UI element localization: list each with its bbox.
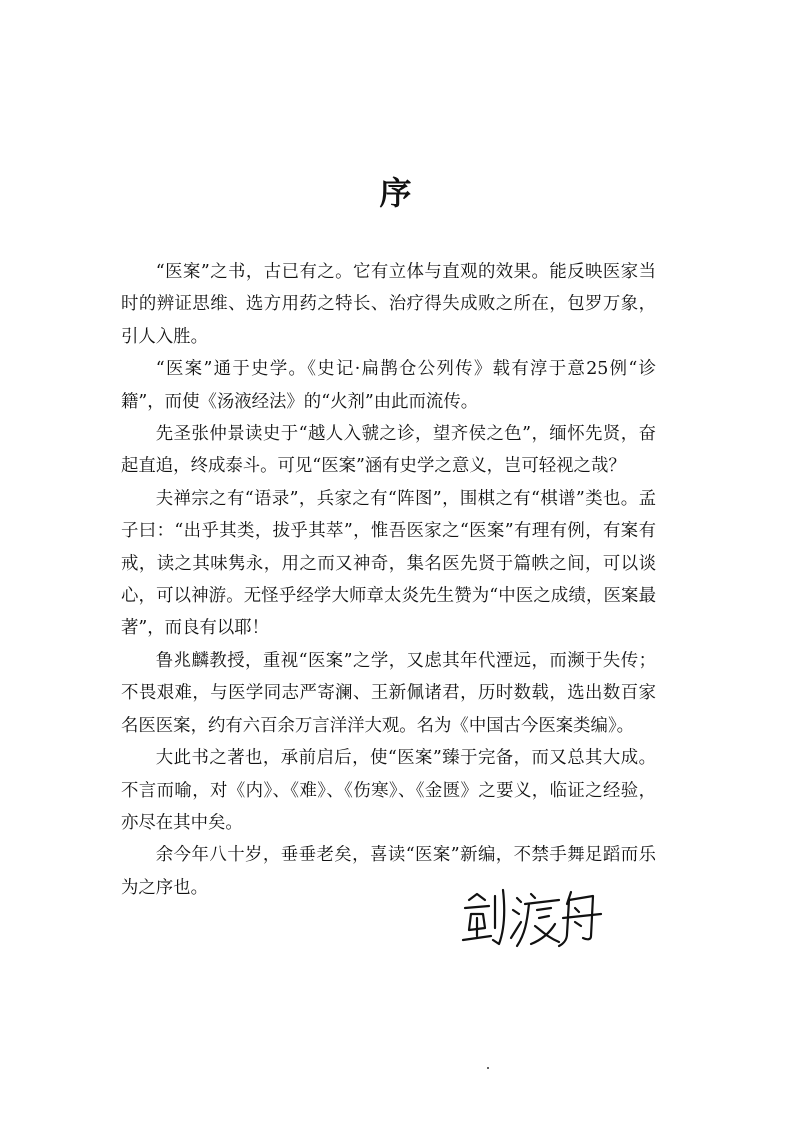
preface-body (121, 256, 656, 904)
page-title: 序 (379, 174, 414, 212)
paragraph-6: 大此书之著也，承前启后，使“医案”臻于完备，而又总其大成。不言而喻，对《内》、《难》、《伤寒》、《金匮》之要义，临证之经验，亦尽在其中矣。 (121, 748, 656, 833)
paragraph-3: 先圣张仲景读史于“越人入虢之诊，望齐侯之色”，缅怀先贤，奋起直追，终成泰斗。可见“医案”涵有史学之意义，岂可轻视之哉？ (121, 424, 656, 477)
handwritten-signature (455, 878, 605, 958)
paragraph-1: “医案”之书，古已有之。它有立体与直观的效果。能反映医家当时的辨证思维、选方用药之特长、治疗得失成败之所在，包罗万象，引人入胜。 (121, 262, 656, 347)
paragraph-7: 余今年八十岁，垂垂老矣，喜读“医案”新编，不禁手舞足蹈而乐为之序也。 (121, 845, 656, 898)
paragraph-4: 夫禅宗之有“语录”，兵家之有“阵图”，围棋之有“棋谱”类也。孟子曰：“出乎其类，拔乎其萃”，惟吾医家之“医案”有理有例，有案有戒，读之其味隽永，用之而又神奇，集名医先贤于篇帙之间，可以谈心，可以神游。无怪乎经学大师章太炎先生赞为“中医之成绩，医案最著”，而良有以耶！ (121, 488, 656, 639)
paragraph-5: 鲁兆麟教授，重视“医案”之学，又虑其年代湮远，而濒于失传；不畏艰难，与医学同志严寄澜、王新佩诸君，历时数载，选出数百家名医医案，约有六百余万言洋洋大观。名为《中国古今医案类编》。 (121, 650, 656, 736)
stray-mark (487, 1067, 489, 1069)
paragraph-2: “医案”通于史学。《史记·扁鹊仓公列传》载有淳于意25例“诊籍”，而使《汤液经法》的“火剂”由此而流传。 (121, 359, 656, 412)
